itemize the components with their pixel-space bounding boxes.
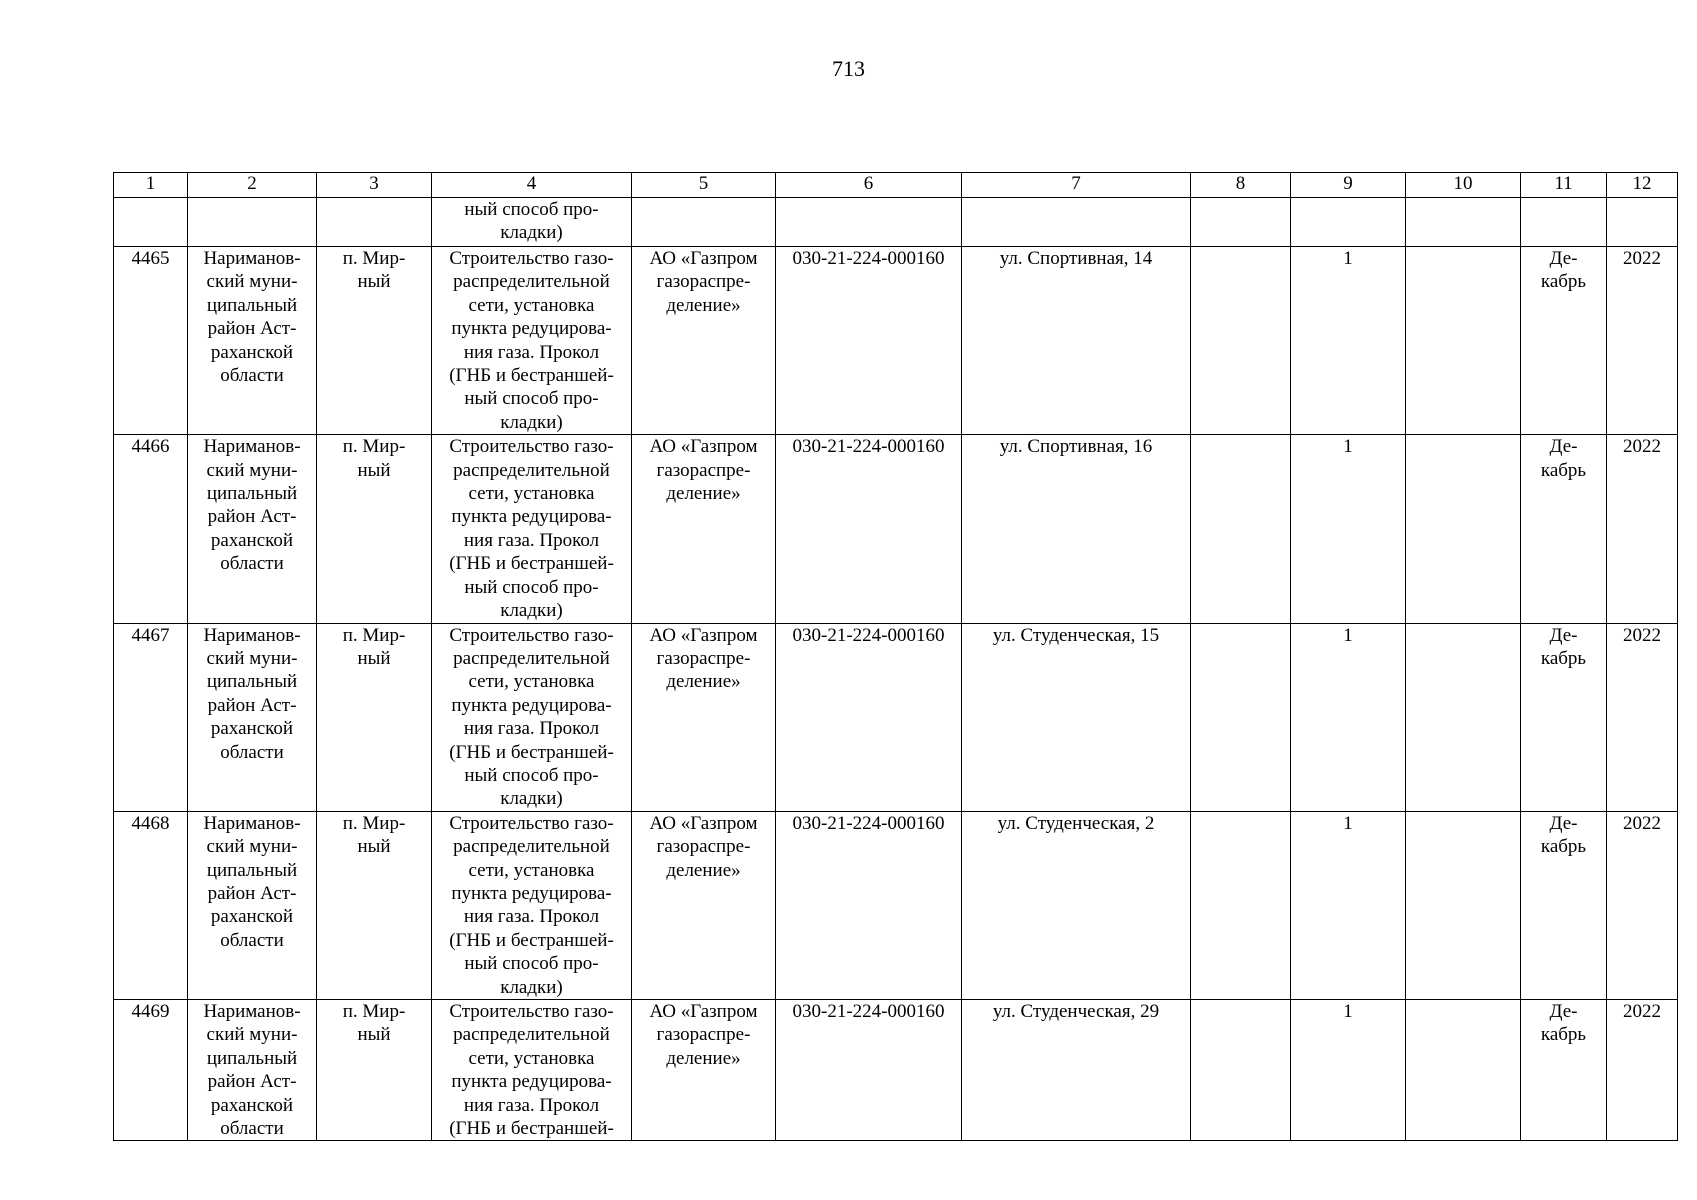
- page-number: 713: [832, 56, 865, 81]
- cell-address: ул. Спортивная, 16: [962, 435, 1191, 623]
- cell-year: 12: [1607, 173, 1678, 198]
- cell-month: Де- кабрь: [1521, 623, 1607, 811]
- cell-organization: 5: [632, 173, 776, 198]
- cell-row-number: 4467: [114, 623, 188, 811]
- cell-registry-number: 030-21-224-000160: [776, 1000, 962, 1141]
- cell-month: [1521, 198, 1607, 247]
- cell-registry-number: 030-21-224-000160: [776, 435, 962, 623]
- cell-col-10: 10: [1406, 173, 1521, 198]
- cell-count: 1: [1291, 1000, 1406, 1141]
- cell-col-8: [1191, 247, 1291, 435]
- cell-settlement: 3: [317, 173, 432, 198]
- table-row: [114, 435, 1678, 623]
- cell-col-10: [1406, 247, 1521, 435]
- cell-settlement: п. Мир- ный: [317, 623, 432, 811]
- cell-col-8: [1191, 198, 1291, 247]
- cell-year: 2022: [1607, 623, 1678, 811]
- cell-settlement: п. Мир- ный: [317, 811, 432, 999]
- cell-row-number: 4469: [114, 1000, 188, 1141]
- cell-work-description: Строительство газо- распределительной сети, установка пункта редуцирова- ния газа. Прокол (ГНБ и бестраншей-: [432, 1000, 632, 1141]
- table-row: [114, 623, 1678, 811]
- cell-col-10: [1406, 811, 1521, 999]
- cell-row-number: 4466: [114, 435, 188, 623]
- cell-col-8: [1191, 623, 1291, 811]
- register-table: [113, 172, 1678, 1141]
- cell-organization: [632, 198, 776, 247]
- cell-col-8: [1191, 1000, 1291, 1141]
- cell-month: 11: [1521, 173, 1607, 198]
- cell-district: Нариманов- ский муни- ципальный район Аст- раханской области: [188, 247, 317, 435]
- cell-registry-number: 030-21-224-000160: [776, 811, 962, 999]
- cell-registry-number: [776, 198, 962, 247]
- cell-work-description: 4: [432, 173, 632, 198]
- cell-settlement: [317, 198, 432, 247]
- cell-organization: АО «Газпром газораспре- деление»: [632, 623, 776, 811]
- cell-count: 1: [1291, 435, 1406, 623]
- cell-year: [1607, 198, 1678, 247]
- cell-address: ул. Студенческая, 15: [962, 623, 1191, 811]
- cell-work-description: Строительство газо- распределительной сети, установка пункта редуцирова- ния газа. Прокол (ГНБ и бестраншей- ный способ про- кладки): [432, 811, 632, 999]
- cell-settlement: п. Мир- ный: [317, 247, 432, 435]
- header-row: [114, 173, 1678, 198]
- cell-month: Де- кабрь: [1521, 811, 1607, 999]
- table-row: [114, 247, 1678, 435]
- cell-count: [1291, 198, 1406, 247]
- cell-year: 2022: [1607, 435, 1678, 623]
- cell-district: Нариманов- ский муни- ципальный район Аст- раханской области: [188, 623, 317, 811]
- cell-address: ул. Студенческая, 29: [962, 1000, 1191, 1141]
- cell-work-description: Строительство газо- распределительной сети, установка пункта редуцирова- ния газа. Прокол (ГНБ и бестраншей- ный способ про- кладки): [432, 247, 632, 435]
- cell-registry-number: 030-21-224-000160: [776, 623, 962, 811]
- cell-address: ул. Спортивная, 14: [962, 247, 1191, 435]
- cell-district: 2: [188, 173, 317, 198]
- cell-district: [188, 198, 317, 247]
- cell-year: 2022: [1607, 247, 1678, 435]
- cell-count: 1: [1291, 247, 1406, 435]
- cell-col-10: [1406, 198, 1521, 247]
- cell-col-10: [1406, 435, 1521, 623]
- cell-col-8: [1191, 811, 1291, 999]
- cell-col-8: 8: [1191, 173, 1291, 198]
- cell-registry-number: 6: [776, 173, 962, 198]
- cell-count: 9: [1291, 173, 1406, 198]
- cell-address: 7: [962, 173, 1191, 198]
- cell-district: Нариманов- ский муни- ципальный район Аст- раханской области: [188, 1000, 317, 1141]
- table-row: [114, 1000, 1678, 1141]
- cell-settlement: п. Мир- ный: [317, 435, 432, 623]
- cell-row-number: 1: [114, 173, 188, 198]
- continuation-row: [114, 198, 1678, 247]
- cell-work-description: Строительство газо- распределительной сети, установка пункта редуцирова- ния газа. Прокол (ГНБ и бестраншей- ный способ про- кладки): [432, 435, 632, 623]
- cell-settlement: п. Мир- ный: [317, 1000, 432, 1141]
- cell-district: Нариманов- ский муни- ципальный район Аст- раханской области: [188, 435, 317, 623]
- cell-work-description: ный способ про- кладки): [432, 198, 632, 247]
- cell-month: Де- кабрь: [1521, 247, 1607, 435]
- table-row: [114, 811, 1678, 999]
- cell-year: 2022: [1607, 811, 1678, 999]
- cell-organization: АО «Газпром газораспре- деление»: [632, 1000, 776, 1141]
- cell-count: 1: [1291, 623, 1406, 811]
- cell-address: ул. Студенческая, 2: [962, 811, 1191, 999]
- cell-year: 2022: [1607, 1000, 1678, 1141]
- cell-col-10: [1406, 1000, 1521, 1141]
- cell-row-number: 4465: [114, 247, 188, 435]
- cell-district: Нариманов- ский муни- ципальный район Аст- раханской области: [188, 811, 317, 999]
- cell-registry-number: 030-21-224-000160: [776, 247, 962, 435]
- cell-month: Де- кабрь: [1521, 1000, 1607, 1141]
- cell-work-description: Строительство газо- распределительной сети, установка пункта редуцирова- ния газа. Прокол (ГНБ и бестраншей- ный способ про- кладки): [432, 623, 632, 811]
- cell-col-10: [1406, 623, 1521, 811]
- cell-organization: АО «Газпром газораспре- деление»: [632, 435, 776, 623]
- cell-organization: АО «Газпром газораспре- деление»: [632, 247, 776, 435]
- cell-row-number: [114, 198, 188, 247]
- cell-address: [962, 198, 1191, 247]
- cell-organization: АО «Газпром газораспре- деление»: [632, 811, 776, 999]
- cell-col-8: [1191, 435, 1291, 623]
- cell-row-number: 4468: [114, 811, 188, 999]
- cell-month: Де- кабрь: [1521, 435, 1607, 623]
- cell-count: 1: [1291, 811, 1406, 999]
